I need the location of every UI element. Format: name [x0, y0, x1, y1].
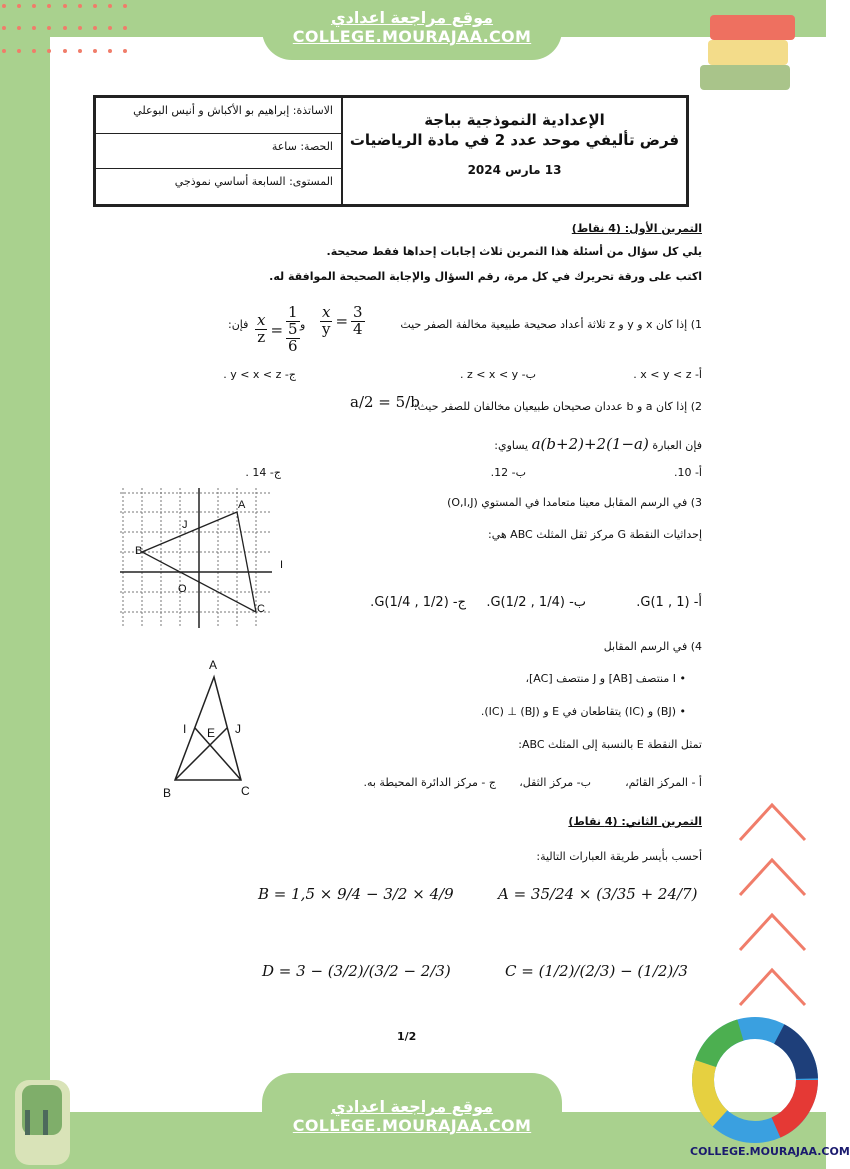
- svg-text:I: I: [280, 559, 284, 571]
- svg-text:B: B: [163, 786, 172, 800]
- duration: الحصة: ساعة: [96, 134, 341, 170]
- question-3: 3) في الرسم المقابل معينا متعامدا في المستوي (O,I,J): [447, 496, 702, 509]
- books-icon: [690, 10, 810, 90]
- q4-option-b: ب- مركز الثقل،: [519, 776, 591, 789]
- exercise-2-instructions: أحسب بأيسر طريقة العبارات التالية:: [536, 850, 702, 863]
- dots-decoration: [2, 49, 127, 53]
- q4-bullet-2: • (BJ) و (IC) يتقاطعان في E و (BJ) ⊥ (IC).: [480, 705, 686, 718]
- q4-question: تمثل النقطة E بالنسبة إلى المثلث ABC:: [518, 738, 702, 751]
- level: المستوى: السابعة أساسي نموذجي: [174, 175, 333, 189]
- instructions: يلي كل سؤال من أسئلة هذا التمرين ثلاث إجابات إحداها فقط صحيحة.: [326, 245, 702, 258]
- expression-c: C = (1/2)/(2/3) − (1/2)/3: [505, 962, 688, 980]
- q2-option-a: أ- 10.: [673, 466, 702, 479]
- svg-text:I: I: [183, 722, 187, 736]
- expression-a: A = 35/24 × (3/35 + 24/7): [498, 885, 698, 903]
- q1-equation: x y = 3 4: [321, 303, 363, 338]
- exercise-1-title: التمرين الأول: (4 نقاط): [571, 222, 702, 235]
- site-name: موقع مراجعة اعدادي: [330, 8, 494, 27]
- q1-equation-2: x z = 1 5 6: [257, 303, 298, 355]
- backpack-icon: [10, 1060, 75, 1165]
- exam-header: [93, 95, 689, 207]
- then-word: فإن:: [228, 318, 249, 331]
- svg-text:C: C: [241, 784, 250, 798]
- svg-text:C: C: [257, 603, 265, 615]
- triangle-figure: [155, 655, 265, 800]
- svg-text:E: E: [207, 726, 216, 740]
- q3-option-a: أ- G(1 , 1).: [636, 595, 702, 610]
- svg-text:J: J: [235, 722, 241, 736]
- site-url[interactable]: COLLEGE.MOURAJAA.COM: [292, 1116, 532, 1135]
- dots-decoration: [2, 4, 127, 8]
- svg-text:B: B: [135, 545, 143, 557]
- coordinate-grid-figure: [120, 488, 284, 628]
- q1-option-c: ج- y < x < z .: [223, 368, 296, 381]
- page-number: 1/2: [397, 1030, 417, 1043]
- q4-bullet-1: • I منتصف [AB] و J منتصف [AC]،: [525, 672, 686, 685]
- q3-option-b: ب- G(1/2 , 1/4).: [486, 595, 586, 610]
- and-word: و: [300, 318, 306, 331]
- instructions: اكتب على ورقة تحريرك في كل مرة، رقم السؤال والإجابة الصحيحة الموافقة له.: [269, 270, 702, 283]
- q3-option-c: ج- G(1/4 , 1/2).: [370, 595, 466, 610]
- teachers: الاساتذة: إبراهيم بو الأكباش و أنيس البوعلي: [96, 98, 341, 134]
- question-1: 1) إذا كان x و y و z ثلاثة أعداد صحيحة طبيعية مخالفة الصفر حيث: [400, 318, 702, 331]
- question-3-text: إحداثيات النقطة G مركز ثقل المثلث ABC هي:: [488, 528, 702, 541]
- q2-equation: a/2 = 5/b: [350, 393, 420, 411]
- exercise-2-title: التمرين الثاني: (4 نقاط): [568, 815, 702, 828]
- svg-text:J: J: [182, 519, 188, 531]
- question-4: 4) في الرسم المقابل: [603, 640, 702, 653]
- expression-b: B = 1,5 × 9/4 − 3/2 × 4/9: [258, 885, 454, 903]
- school-name: الإعدادية النموذجية بباجة: [424, 111, 605, 129]
- q2-option-b: ب- 12.: [490, 466, 526, 479]
- q4-option-c: ج - مركز الدائرة المحيطة به.: [363, 776, 496, 789]
- site-brand-top[interactable]: [262, 8, 562, 46]
- dots-decoration: [2, 26, 127, 30]
- svg-text:A: A: [209, 658, 218, 672]
- q4-option-a: أ - المركز القائم،: [625, 776, 702, 789]
- subjects-wheel-logo: [695, 1020, 815, 1140]
- site-url[interactable]: COLLEGE.MOURAJAA.COM: [292, 27, 532, 46]
- exam-title: فرض تأليفي موحد عدد 2 في مادة الرياضيات: [349, 131, 680, 149]
- q2-expression: فإن العبارة a(b+2)+2(1−a) يساوي:: [494, 435, 702, 453]
- left-strip: [0, 0, 50, 1169]
- q2-option-c: ج- 14 .: [245, 466, 281, 479]
- site-name: موقع مراجعة اعدادي: [330, 1097, 494, 1116]
- svg-text:A: A: [238, 499, 246, 511]
- expression-d: D = 3 − (3/2)/(3/2 − 2/3): [262, 962, 451, 980]
- logo-url: COLLEGE.MOURAJAA.COM: [690, 1145, 850, 1158]
- chevrons-decoration: [735, 790, 810, 1030]
- question-2: 2) إذا كان a و b عددان صحيحان طبيعيان مخالفان للصفر حيث:: [413, 400, 702, 413]
- q1-option-a: أ- x < y < z .: [633, 368, 702, 381]
- svg-text:O: O: [178, 583, 187, 595]
- exam-date: 13 مارس 2024: [467, 163, 562, 177]
- q1-option-b: ب- z < x < y .: [459, 368, 536, 381]
- site-brand-bottom[interactable]: [262, 1097, 562, 1135]
